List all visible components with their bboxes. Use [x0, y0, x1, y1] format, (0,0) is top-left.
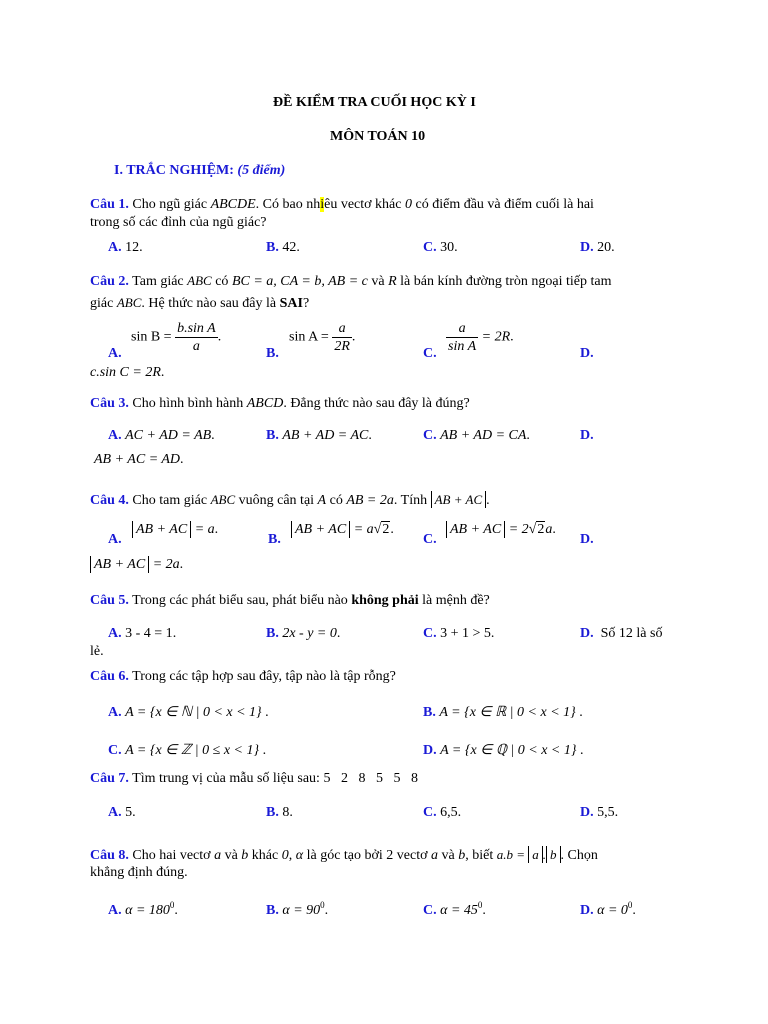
q7-option-a-text: 5 [125, 805, 133, 820]
q2-text-4: là bán kính đường tròn ngoại tiếp tam [396, 274, 612, 289]
q1-highlight: i [320, 197, 325, 212]
q8-option-a-label: A. [108, 903, 122, 918]
q7-option-c-text: 6,5 [440, 805, 458, 820]
question-4-line-1: Câu 4. Cho tam giác ABC vuông cân tại A có AB = 2a. Tính AB + AC . [90, 492, 490, 508]
q4-option-a-label: A. [108, 532, 122, 547]
q4-option-c-rhs: = 2 [508, 522, 529, 537]
q8-text-3: khác [248, 848, 282, 863]
q3-option-b: B. AB + AD = AC. [266, 428, 372, 443]
question-5-label: Câu 5. [90, 593, 129, 608]
q7-option-c: C. 6,5. [423, 805, 462, 820]
q8-text-7: , biết [465, 848, 497, 863]
q1-option-c-text: 30. [440, 240, 458, 255]
q3-option-b-text: AB + AD = AC [282, 428, 369, 443]
q8-math-5: a [431, 848, 439, 863]
q4-option-b: AB + AC = a√2. [291, 521, 394, 539]
q8-math-6: b [458, 848, 466, 863]
q4-option-b-rhs: = a [353, 522, 374, 537]
q4-option-a: AB + AC = a. [132, 521, 218, 539]
q3-option-a-text: AC + AD = AB [125, 428, 212, 443]
q2-option-a-lhs: sin B = [131, 329, 172, 345]
q8-option-a-text: α = 180 [125, 903, 170, 918]
q6-option-c-label: C. [108, 743, 122, 758]
q3-option-d-label-text: D. [580, 428, 594, 443]
q8-math-7a: a.b = [496, 847, 529, 862]
q8-math-3: 0 [281, 848, 289, 863]
q6-option-c: C. A = {x ∈ ℤ | 0 ≤ x < 1} . [108, 743, 267, 758]
q4-option-c-expr: AB + AC [446, 521, 505, 538]
q2-text-1: Tam giác [128, 274, 188, 289]
question-8-label: Câu 8. [90, 848, 129, 863]
q1-math-2: 0 [405, 197, 412, 212]
q2-option-b-lhs: sin A = [289, 329, 329, 345]
q1-text-1: Cho ngũ giác [128, 197, 211, 212]
q5-option-b-text: 2x - y = 0 [282, 626, 337, 641]
section-label: I. TRẮC NGHIỆM: [114, 163, 234, 178]
q8-math-7c: . [542, 847, 547, 862]
question-6-line-1 [90, 668, 396, 686]
exam-subject: MÔN TOÁN 10 [330, 129, 426, 144]
q1-option-d [580, 239, 615, 257]
q8-text-8: . Chọn [560, 848, 598, 863]
question-4-label: Câu 4. [90, 493, 129, 508]
q6-option-d-text: A = {x ∈ ℚ | 0 < x < 1} [440, 743, 577, 758]
q4-option-d-label: D. [580, 532, 594, 547]
q3-text-2: . Đẳng thức nào sau đây là đúng? [283, 396, 470, 411]
q1-option-b-text: 42. [282, 240, 300, 255]
q2-line2-text-c: ? [302, 296, 310, 311]
question-3-line-1 [90, 395, 470, 413]
q6-option-c-text: A = {x ∈ ℤ | 0 ≤ x < 1} [125, 743, 260, 758]
q3-option-a-label: A. [108, 428, 122, 443]
q8-math-1: a [214, 848, 222, 863]
q2-text-2: có [211, 274, 232, 289]
q3-option-d: AB + AC = AD. [94, 452, 184, 467]
q2-line2-math: ABC [116, 295, 142, 310]
question-8-line-1 [90, 846, 598, 865]
q4-option-b-label: B. [268, 532, 281, 547]
q3-option-d-text: AB + AC = AD [94, 452, 181, 467]
q2-text-3: và [367, 274, 389, 289]
q2-option-b-fraction [332, 320, 352, 355]
q3-math-1: ABCD [246, 396, 284, 411]
q5-option-a-text: 3 - 4 = 1 [125, 626, 173, 641]
q4-math-3: AB = 2a [346, 493, 394, 508]
q4-option-c-root: 2 [537, 522, 545, 537]
q6-option-b-text: A = {x ∈ ℝ | 0 < x < 1} [439, 705, 576, 720]
q2-option-c-num: a [446, 320, 478, 338]
q8-math-4: α [295, 848, 304, 863]
q4-math-4: AB + AC [431, 491, 487, 508]
question-1-label: Câu 1. [90, 197, 129, 212]
q5-option-b: B. 2x - y = 0. [266, 626, 341, 641]
q7-option-d: D. 5,5. [580, 805, 619, 820]
q5-option-a-label: A. [108, 626, 122, 641]
q2-option-d: c.sin C = 2R. [90, 365, 165, 380]
q2-math-1: ABC [187, 273, 212, 288]
q4-option-c-tail: a [545, 522, 553, 537]
question-5-line-1 [90, 592, 490, 610]
q4-option-b-expr: AB + AC [291, 521, 350, 538]
q6-option-b: B. A = {x ∈ ℝ | 0 < x < 1} . [423, 705, 583, 720]
q4-text-1: Cho tam giác [128, 493, 211, 508]
q2-option-a: sin B = $\frac{\text{b.sin A}}{a}$ . [131, 321, 222, 354]
q1-text-4: có điểm đầu và điểm cuối là hai [412, 197, 594, 212]
q6-text-1: Trong các tập hợp sau đây, tập nào là tập rỗng? [128, 669, 396, 684]
q7-option-a-label: A. [108, 805, 122, 820]
q8-math-7d: b [546, 846, 561, 863]
q8-option-a: A. $\alpha = 180^0$. [108, 900, 178, 918]
q7-option-d-label: D. [580, 805, 594, 820]
q6-option-a: A. A = {x ∈ ℕ | 0 < x < 1} . [108, 705, 269, 720]
q4-math-2: A [317, 493, 327, 508]
q2-math-3: R [388, 274, 397, 289]
q4-option-b-root: 2 [382, 522, 390, 537]
section-points: (5 điểm) [237, 163, 286, 178]
q8-option-c-deg: 0 [477, 900, 483, 910]
q8-option-b: B. $\alpha = 90^0$. [266, 900, 329, 918]
q2-option-a-fraction [175, 320, 218, 355]
q6-option-d: D. A = {x ∈ ℚ | 0 < x < 1} . [423, 743, 584, 758]
q1-text-3: êu vectơ khác [324, 197, 405, 212]
question-6-label: Câu 6. [90, 669, 129, 684]
q3-option-c: C. AB + AD = CA. [423, 428, 530, 443]
question-8-line-2: khẳng định đúng. [90, 865, 188, 880]
q6-option-d-label: D. [423, 743, 437, 758]
q8-option-d: D. $\alpha = 0^0$. [580, 900, 636, 918]
question-3-label: Câu 3. [90, 396, 129, 411]
q5-option-c-label: C. [423, 626, 437, 641]
q5-text-2: là mệnh đề? [418, 593, 490, 608]
q8-option-c-text: α = 45 [440, 903, 478, 918]
q2-line2-text-a: giác [90, 296, 117, 311]
q8-option-a-deg: 0 [169, 900, 175, 910]
q5-bold: không phải [351, 593, 419, 608]
q2-option-d-label: D. [580, 346, 594, 361]
q2-option-c: $\frac{a}{\text{sin A}}$ = 2R. [448, 321, 514, 354]
q5-option-c: C. 3 + 1 > 5. [423, 626, 495, 641]
q7-data: 5 2 8 5 5 8 [323, 771, 418, 786]
q4-text-2: vuông cân tại [235, 493, 318, 508]
q8-math-7b: a [528, 846, 543, 863]
q2-option-a-num: b.sin A [177, 321, 216, 336]
q5-option-d-line-2: lẻ. [90, 644, 104, 659]
q4-option-d-expr: AB + AC [90, 556, 149, 573]
q2-option-b: sin A = $\frac{a}{2R}$ . [289, 321, 356, 354]
q3-option-b-label: B. [266, 428, 279, 443]
q7-option-d-text: 5,5 [597, 805, 615, 820]
q2-option-c-fraction [446, 320, 478, 355]
q7-option-a: A. 5. [108, 805, 136, 820]
exam-title: ĐỀ KIỂM TRA CUỐI HỌC KỲ I [273, 95, 476, 110]
q5-text-1: Trong các phát biểu sau, phát biểu nào [128, 593, 352, 608]
question-7-label: Câu 7. [90, 771, 129, 786]
q8-option-d-deg: 0 [627, 900, 633, 910]
q3-option-d-label [580, 427, 594, 445]
q4-option-d-rhs: = 2a [152, 557, 180, 572]
q4-option-c-label: C. [423, 532, 437, 547]
q2-option-b-num: a [332, 320, 352, 338]
q8-option-b-label: B. [266, 903, 279, 918]
q7-option-b-label: B. [266, 805, 279, 820]
q8-option-c-label: C. [423, 903, 437, 918]
q2-option-c-rhs: = 2R [481, 329, 511, 345]
q2-option-c-label: C. [423, 346, 437, 361]
q4-option-a-expr: AB + AC [132, 521, 191, 538]
q3-option-c-text: AB + AD = CA [440, 428, 527, 443]
q8-option-b-text: α = 90 [282, 903, 321, 918]
question-2-line-2 [90, 294, 309, 313]
q2-line2-bold: SAI [279, 296, 303, 311]
q2-option-a-label: A. [108, 346, 122, 361]
question-2-label: Câu 2. [90, 274, 129, 289]
q2-option-d-text: c.sin C = 2R [90, 365, 161, 380]
q8-math-2: b [241, 848, 249, 863]
q1-option-c [423, 239, 458, 257]
q4-option-a-rhs: = a [194, 522, 215, 537]
q8-text-2: và [221, 848, 242, 863]
q4-math-1: ABC [210, 492, 236, 507]
q8-option-c: C. $\alpha = 45^0$. [423, 900, 486, 918]
q6-option-a-text: A = {x ∈ ℕ | 0 < x < 1} [125, 705, 262, 720]
q5-option-d-text: Số 12 là số [600, 626, 663, 641]
q4-text-3: có [326, 493, 347, 508]
q4-text-4: . Tính [393, 493, 431, 508]
q7-option-b: B. 8. [266, 805, 293, 820]
q2-option-c-den: sin A [448, 339, 477, 354]
q2-option-b-den: 2R [334, 339, 350, 354]
q8-text-1: Cho hai vectơ [128, 848, 215, 863]
q1-option-a-text: 12. [125, 240, 143, 255]
q3-option-a: A. AC + AD = AB. [108, 428, 215, 443]
q8-option-d-label: D. [580, 903, 594, 918]
q2-line2-text-b: . Hệ thức nào sau đây là [141, 296, 280, 311]
q6-option-a-label: A. [108, 705, 122, 720]
question-1-line-1 [90, 196, 594, 214]
q8-text-5: là góc tạo bởi 2 vectơ [303, 848, 432, 863]
q1-option-a [108, 239, 143, 257]
q7-option-c-label: C. [423, 805, 437, 820]
q7-text-1: Tìm trung vị của mẫu số liệu sau: [128, 771, 324, 786]
q1-option-b-label: B. [266, 240, 279, 255]
q1-option-b [266, 239, 300, 257]
q8-text-4: , [288, 848, 296, 863]
q3-option-c-label: C. [423, 428, 437, 443]
q8-option-b-deg: 0 [320, 900, 325, 910]
q7-option-b-text: 8 [282, 805, 290, 820]
q2-math-2: BC = a, CA = b, AB = c [231, 274, 368, 289]
q1-option-c-label: C. [423, 240, 437, 255]
q4-option-d: AB + AC = 2a. [90, 556, 183, 574]
section-heading [114, 162, 285, 180]
q8-text-6: và [438, 848, 459, 863]
q2-option-a-den: a [192, 339, 200, 354]
q1-option-d-text: 20. [597, 240, 615, 255]
q8-option-d-text: α = 0 [597, 903, 628, 918]
q3-text-1: Cho hình bình hành [128, 396, 247, 411]
question-1-line-2: trong số các đỉnh của ngũ giác? [90, 215, 267, 230]
q5-option-d [580, 625, 662, 643]
q4-option-c: AB + AC = 2√2a. [446, 521, 556, 539]
q1-option-d-label: D. [580, 240, 594, 255]
q5-option-c-text: 3 + 1 > 5 [440, 626, 491, 641]
q5-option-d-label: D. [580, 626, 594, 641]
q1-math-1: ABCDE [210, 197, 256, 212]
q2-option-b-label: B. [266, 346, 279, 361]
q6-option-b-label: B. [423, 705, 436, 720]
question-7-line-1 [90, 770, 418, 788]
q5-option-a: A. 3 - 4 = 1. [108, 626, 177, 641]
q5-option-b-label: B. [266, 626, 279, 641]
q1-option-a-label: A. [108, 240, 122, 255]
question-2-line-1 [90, 272, 612, 291]
q1-text-2: . Có bao nh [255, 197, 321, 212]
